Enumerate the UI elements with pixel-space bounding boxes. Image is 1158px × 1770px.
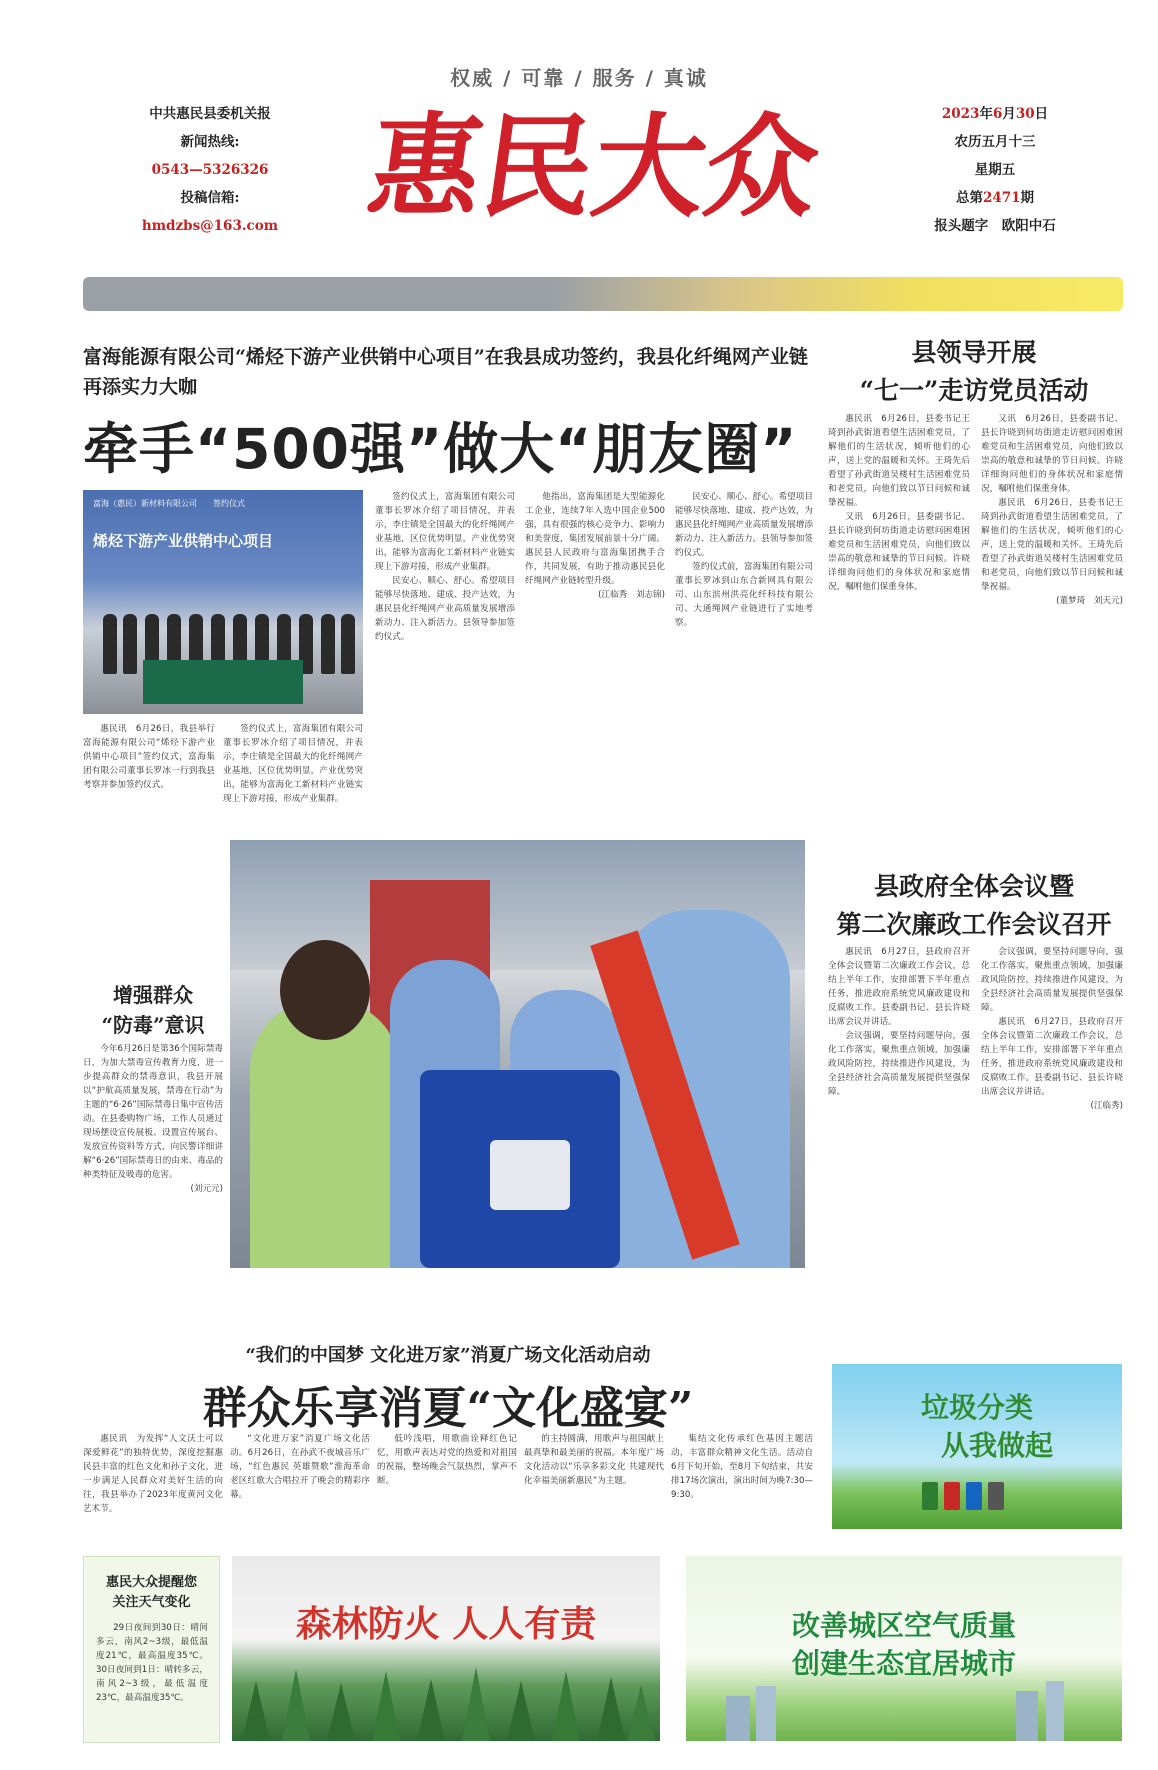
- header-right-info: [920, 100, 1070, 240]
- org-name: 中共惠民县委机关报: [149, 106, 271, 122]
- forest-fire-ad: 森林防火 人人有责: [232, 1556, 660, 1741]
- email-label: 投稿信箱:: [180, 190, 240, 206]
- culture-col-2: “文化进万家”消夏广场文化活动。6月26日，在孙武不夜城音乐广场，“红色惠民 英雄赞歌”淮海革命老区红歌大合唱拉开了晚会的精彩序幕。: [230, 1434, 370, 1500]
- lead-headline: 牵手“500强”做大“朋友圈”: [83, 417, 798, 481]
- lunar-date: 农历五月十三: [954, 134, 1036, 150]
- culture-subhead: “我们的中国梦 文化进万家”消夏广场文化活动启动: [245, 1345, 651, 1366]
- culture-col-4: 的主持圆满，用歌声与祖国献上最真挚和最美丽的祝福。本年度广场文化活动以“乐享多彩文化 共建现代化幸福美丽新惠民”为主题。: [524, 1434, 664, 1486]
- culture-col-5: 集结文化传承红色基因主题活动，丰富群众精神文化生活。活动自6月下旬开始，至8月下旬结束，共安排17场次演出，演出时间为晚7:30—9:30。: [671, 1434, 813, 1500]
- lead-col-2: 签约仪式上，富海集团有限公司董事长罗冰介绍了项目情况，并表示，李庄镇是全国最大的化纤绳网产业基地，区位优势明显，产业优势突出，能够为富海化工新材料产业链实现上下游对接，形成产业集群。: [223, 724, 363, 804]
- right-story-2-headline: 县政府全体会议暨 第二次廉政工作会议召开: [836, 872, 1112, 939]
- signing-table: [143, 660, 303, 704]
- hotline-number: 0543—5326326: [151, 162, 269, 178]
- header-divider-bar: [83, 277, 1123, 311]
- culture-col-3: 低吟浅唱，用歌曲诠释红色记忆，用歌声表达对党的热爱和对祖国的祝福，整场晚会气氛热烈，掌声不断。: [377, 1434, 517, 1486]
- issue-number: 总第2471期: [955, 190, 1035, 206]
- garbage-sorting-ad: 垃圾分类 从我做起: [832, 1364, 1122, 1529]
- bin-blue-icon: [966, 1482, 982, 1510]
- weekday: 星期五: [974, 162, 1016, 178]
- hotline-label: 新闻热线:: [180, 134, 240, 150]
- masthead-title: 惠民大众: [360, 100, 828, 233]
- right-story-2-col-1: 惠民讯 6月27日，县政府召开全体会议暨第二次廉政工作会议，总结上半年工作，安排部署下半年重点任务，推进政府系统党风廉政建设和反腐败工作。县委副书记、县长许晓出席会议并讲话。 会议强调，要坚持问题导向，强化工作落实，聚焦重点领域，加强廉政风险防控，持续推进作风建设，为全县经济社会高质量发展提供坚强保障。: [828, 947, 970, 1097]
- right-story-1-headline: 县领导开展 “七一”走访党员活动: [859, 338, 1089, 405]
- photo-banner-top: 富海（惠民）新材料有限公司 签约仪式: [93, 499, 245, 508]
- anti-drug-campaign-photo: [230, 840, 805, 1268]
- lead-col-5: 民安心、顺心、舒心。希望项目能够尽快落地、建成、投产达效，为惠民县化纤绳网产业高质量发展增添新动力、注入新活力。县领导参加签约仪式。 签约仪式前，富海集团有限公司董事长罗冰到山东合新网具有限公司、山东滨州洪亮化纤科技有限公司、大通绳网产业链进行了实地考察。: [675, 492, 813, 628]
- bin-grey-icon: [988, 1482, 1004, 1510]
- photo-banner: 烯烃下游产业供销中心项目: [93, 532, 274, 550]
- bin-red-icon: [944, 1482, 960, 1510]
- right-story-2-col-2: 会议强调，要坚持问题导向，强化工作落实，聚焦重点领域，加强廉政风险防控，持续推进作风建设，为全县经济社会高质量发展提供坚强保障。 惠民讯 6月27日，县政府召开全体会议暨第二次廉政工作会议，总结上半年工作，安排部署下半年重点任务，推进政府系统党风廉政建设和反腐败工作。县委副书记、县长许晓出席会议并讲话。 (江临秀): [981, 947, 1123, 1111]
- masthead-logo: [360, 88, 828, 238]
- header-left-info: [130, 100, 290, 240]
- email-address: hmdzbs@163.com: [141, 218, 279, 234]
- motto: 权威 / 可靠 / 服务 / 真诚: [450, 66, 708, 90]
- lead-subhead: 富海能源有限公司“烯烃下游产业供销中心项目”在我县成功签约，我县化纤绳网产业链再添实力大咖: [83, 346, 808, 398]
- air-quality-ad: 改善城区空气质量 创建生态宜居城市: [686, 1556, 1122, 1741]
- bin-green-icon: [922, 1482, 938, 1510]
- lead-col-3: 签约仪式上，富海集团有限公司董事长罗冰介绍了项目情况，并表示，李庄镇是全国最大的化纤绳网产业基地，区位优势明显，产业优势突出，能够为富海化工新材料产业链实现上下游对接，形成产业集群。 民安心、顺心、舒心。希望项目能够尽快落地、建成、投产达效，为惠民县化纤绳网产业高质量发展增添新动力、注入新活力。县领导参加签约仪式。: [375, 492, 515, 642]
- lead-col-1: 惠民讯 6月26日，我县举行富海能源有限公司“烯烃下游产业供销中心项目”签约仪式，富海集团有限公司董事长罗冰一行到我县考察并参加签约仪式。: [83, 724, 215, 790]
- culture-col-1: 惠民讯 为发挥“人文沃土可以深爱鲜花”的独特优势，深度挖掘惠民县丰富的红色文化和孙子文化，进一步满足人民群众对美好生活的向往，我县举办了2023年度黄河文化艺术节。: [83, 1434, 223, 1514]
- side-story-headline: 增强群众 “防毒”意识: [101, 983, 205, 1037]
- weather-box: 惠民大众提醒您 关注天气变化 29日夜间到30日：晴间多云，南风2~3级，最低温度21℃，最高温度35℃。30日夜间到1日：晴转多云，南风2~3级，最低温度23℃，最高温度35℃。: [83, 1556, 220, 1743]
- issue-date: 2023年6月30日: [941, 106, 1049, 122]
- right-story-1-col-1: 惠民讯 6月26日，县委书记王琦到孙武街道看望生活困难党员，了解他们的生活状况，倾听他们的心声，送上党的温暖和关怀。王琦先后看望了孙武街道吴楼村生活困难党员和老党员，向他们致以节日问候和诚挚祝福。 又讯 6月26日，县委副书记、县长许晓到何坊街道走访慰问困难困难党员和生活困难党员，向他们致以崇高的敬意和诚挚的节日问候。许晓详细询问他们的身体状况和家庭情况，嘱咐他们保重身体。: [828, 414, 970, 592]
- signing-ceremony-photo: [83, 490, 363, 714]
- side-story-body: 今年6月26日是第36个国际禁毒日，为加大禁毒宣传教育力度，进一步提高群众的禁毒意识，我县开展以“护航高质量发展，禁毒在行动”为主题的“6·26”国际禁毒日集中宣传活动。在县委购物广场，工作人员通过现场摆设宣传展板、设置宣传展台、发放宣传资料等方式，向民警详细讲解“6·26”国际禁毒日的由来、毒品的种类特征及吸毒的危害。 (刘元元): [83, 1044, 223, 1194]
- culture-headline: 群众乐享消夏“文化盛宴”: [202, 1383, 694, 1434]
- masthead-inscription: 报头题字 欧阳中石: [934, 218, 1056, 234]
- right-story-1-col-2: 又讯 6月26日，县委副书记、县长许晓到何坊街道走访慰问困难困难党员和生活困难党员，向他们致以崇高的敬意和诚挚的节日问候。许晓详细询问他们的身体状况和家庭情况，嘱咐他们保重身体。 惠民讯 6月26日，县委书记王琦到孙武街道看望生活困难党员，了解他们的生活状况，倾听他们的心声，送上党的温暖和关怀。王琦先后看望了孙武街道吴楼村生活困难党员和老党员，向他们致以节日问候和诚挚祝福。 (董梦琦 刘天元): [981, 414, 1123, 606]
- lead-col-4: 他指出，富海集团是大型能源化工企业，连续7年入选中国企业500强，具有很强的核心竞争力、影响力和美誉度，集团发展前景十分广阔。惠民县人民政府与富海集团携手合作，共同发展，有助于推动惠民县化纤绳网产业链转型升级。 (江临秀 刘志锦): [525, 492, 665, 600]
